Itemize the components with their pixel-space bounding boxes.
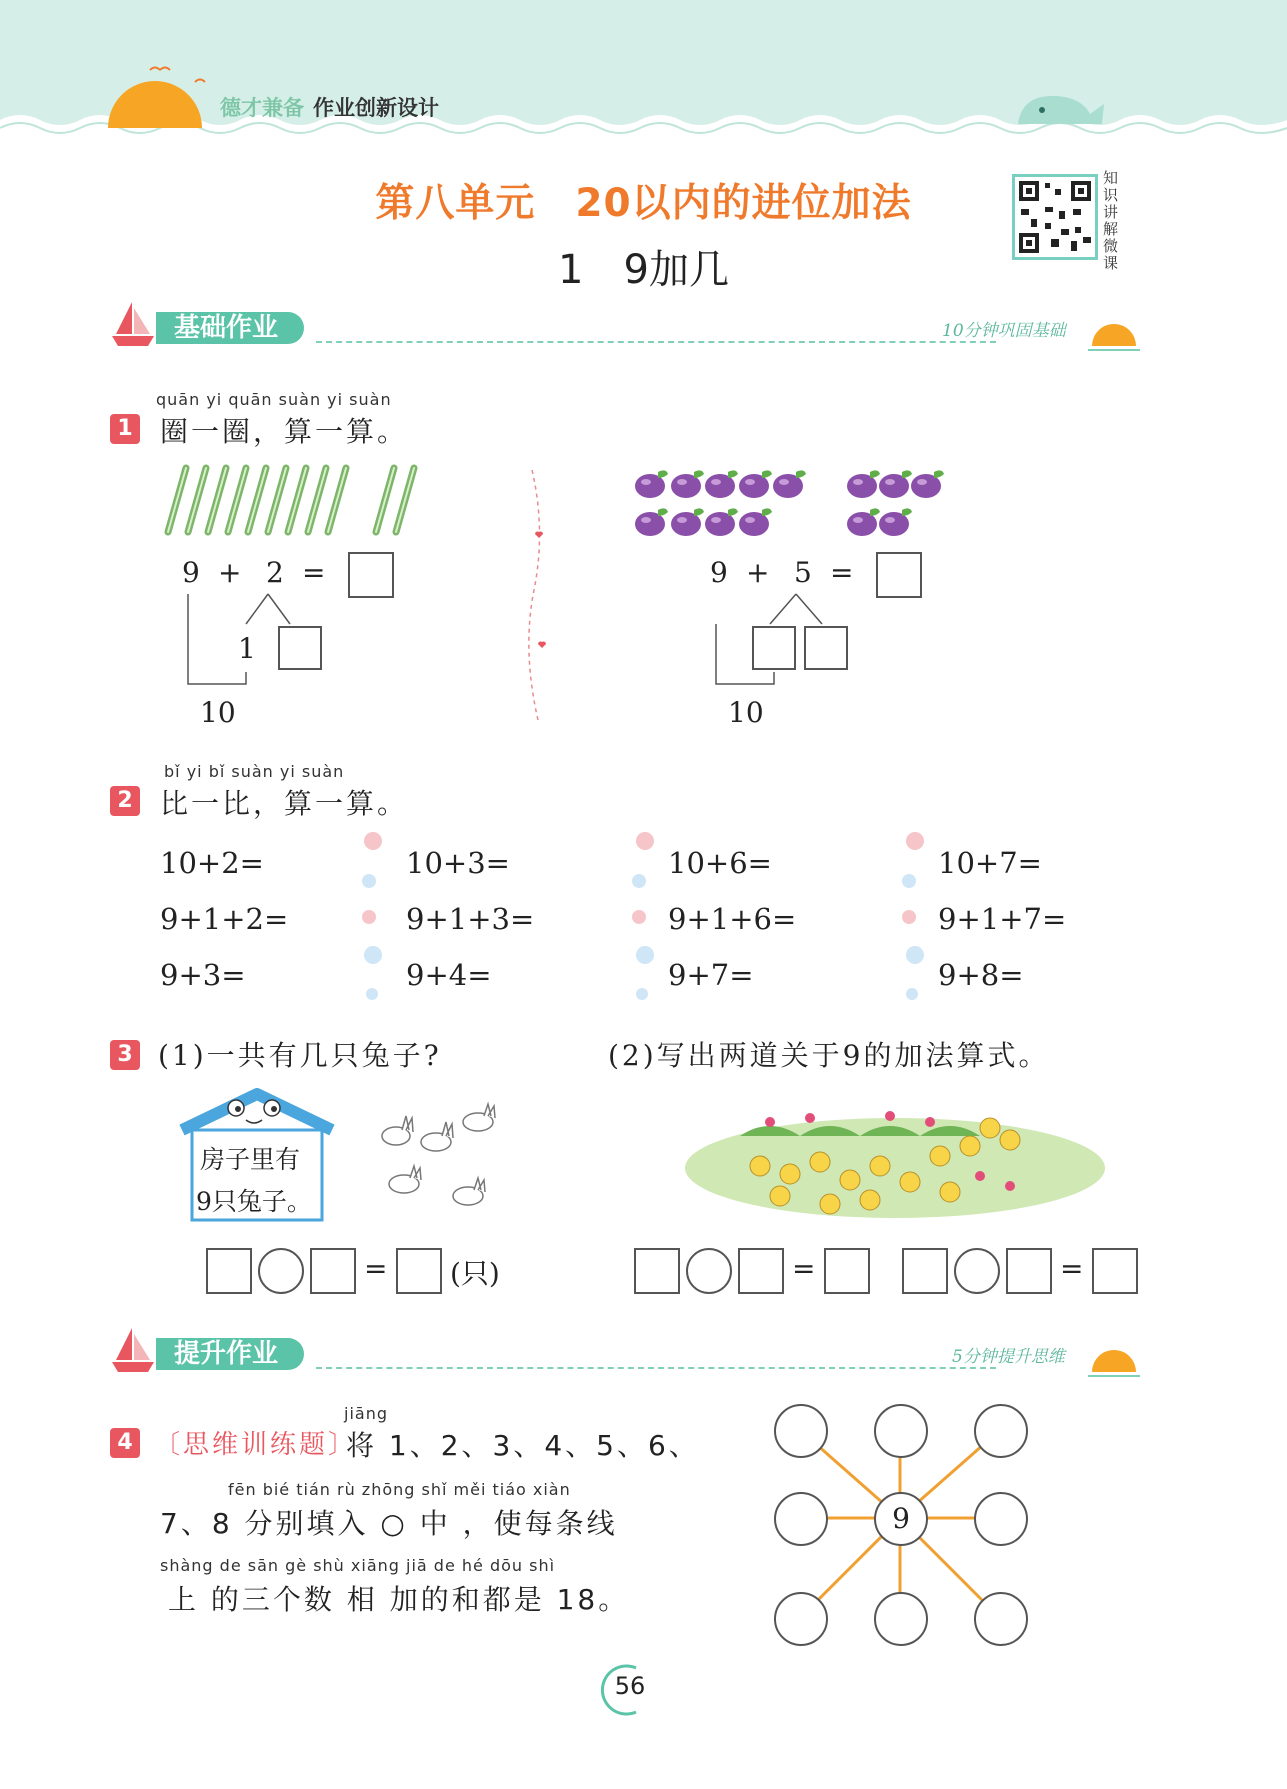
sun-small-icon <box>1086 318 1142 354</box>
decor-dot <box>366 988 378 1000</box>
q4-pinyin-3: shàng de sān gè shù xiāng jiā de hé dōu shì <box>160 1556 556 1575</box>
decor-dot <box>902 874 916 888</box>
star-circle-center: 9 <box>874 1492 928 1546</box>
decor-dot <box>906 832 924 850</box>
section-divider <box>316 341 996 343</box>
q1-number-badge: 1 <box>110 414 140 444</box>
q2-expr: 9+1+3= <box>406 902 535 936</box>
q2-expr: 9+1+7= <box>938 902 1067 936</box>
decor-dot <box>906 988 918 1000</box>
q3-2b-box-addend1[interactable] <box>902 1248 948 1294</box>
section-advanced-bar <box>66 1332 1156 1376</box>
chicks-garden-illustration <box>680 1096 1110 1226</box>
brand-green-text: 德才兼备 <box>220 96 304 120</box>
q3-2a-operator-circle[interactable] <box>686 1248 732 1294</box>
qr-code[interactable] <box>1012 174 1098 260</box>
q3-1-box-result[interactable] <box>396 1248 442 1294</box>
q1-left-equals: = <box>302 556 326 589</box>
decor-dot <box>636 832 654 850</box>
q2-instruction: 比一比，算一算。 <box>160 787 409 820</box>
star-circle-top-middle[interactable] <box>874 1404 928 1458</box>
q1-right-split-box-1[interactable] <box>752 626 796 670</box>
star-circle-bottom-left[interactable] <box>774 1592 828 1646</box>
section-divider <box>316 1367 996 1369</box>
q3-1-box-addend1[interactable] <box>206 1248 252 1294</box>
q3-2b-box-addend2[interactable] <box>1006 1248 1052 1294</box>
q4-pinyin-1: jiāng <box>344 1404 388 1423</box>
decor-dot <box>364 832 382 850</box>
qr-label: 知识讲解微课 <box>1103 169 1119 272</box>
q2-expr: 10+7= <box>938 846 1042 880</box>
q3-2b-operator-circle[interactable] <box>954 1248 1000 1294</box>
decor-dot <box>632 874 646 888</box>
q2-expr: 9+3= <box>160 958 246 992</box>
star-circle-top-right[interactable] <box>974 1404 1028 1458</box>
star-circle-middle-right[interactable] <box>974 1492 1028 1546</box>
qr-pattern-icon <box>1015 177 1095 257</box>
sticks-illustration <box>150 460 430 540</box>
star-circle-bottom-middle[interactable] <box>874 1592 928 1646</box>
q3-part1-text: (1)一共有几只兔子? <box>158 1039 442 1072</box>
eggplants-illustration <box>630 460 950 550</box>
unit-title: 第八单元 20以内的进位加法 <box>375 181 912 226</box>
page-number: 56 <box>614 1672 646 1700</box>
q4-line3: 上 的三个数 相 加的和都是 18。 <box>168 1583 630 1616</box>
q2-expr: 9+8= <box>938 958 1024 992</box>
decor-dot <box>636 946 654 964</box>
rabbits-illustration <box>368 1100 518 1220</box>
decor-dot <box>902 910 916 924</box>
q2-expr: 10+2= <box>160 846 264 880</box>
house-text-line1: 房子里有 <box>200 1145 301 1174</box>
house-text-line2: 9只兔子。 <box>196 1187 312 1216</box>
q3-1-operator-circle[interactable] <box>258 1248 304 1294</box>
q3-2a-box-addend1[interactable] <box>634 1248 680 1294</box>
q1-left-split-box[interactable] <box>278 626 322 670</box>
dotted-divider <box>520 470 550 720</box>
q3-2b-box-result[interactable] <box>1092 1248 1138 1294</box>
q2-expr: 9+4= <box>406 958 492 992</box>
q4-line1: 将 1、2、3、4、5、6、 <box>346 1429 700 1462</box>
q3-part2-text: (2)写出两道关于9的加法算式。 <box>608 1039 1050 1072</box>
q4-number-badge: 4 <box>110 1428 140 1458</box>
star-circle-top-left[interactable] <box>774 1404 828 1458</box>
section-advanced-label: 提升作业 <box>156 1338 304 1370</box>
boat-icon <box>110 298 156 348</box>
q1-pinyin: quān yi quān suàn yi suàn <box>156 390 392 409</box>
q4-tag: 〔思维训练题〕 <box>154 1430 358 1460</box>
q4-pinyin-2: fēn bié tián rù zhōng shǐ měi tiáo xiàn <box>228 1480 571 1499</box>
q1-right-ten: 10 <box>728 696 764 729</box>
q1-right-plus: + <box>746 556 770 589</box>
brand-black-text: 作业创新设计 <box>313 96 439 120</box>
q1-left-answer-box[interactable] <box>348 552 394 598</box>
decor-dot <box>362 874 376 888</box>
q1-right-addend2: 5 <box>794 556 812 589</box>
q3-1-box-addend2[interactable] <box>310 1248 356 1294</box>
q2-expr: 10+6= <box>668 846 772 880</box>
decor-dot <box>632 910 646 924</box>
q1-left-plus: + <box>218 556 242 589</box>
section-basic-bar <box>66 306 1156 350</box>
q2-expr: 9+7= <box>668 958 754 992</box>
lesson-title: 1 9加几 <box>558 247 729 293</box>
q1-right-answer-box[interactable] <box>876 552 922 598</box>
decor-dot <box>364 946 382 964</box>
section-advanced-note: 5分钟提升思维 <box>952 1347 1065 1367</box>
q2-pinyin: bǐ yi bǐ suàn yi suàn <box>164 762 345 781</box>
q2-expr: 9+1+6= <box>668 902 797 936</box>
q2-number-badge: 2 <box>110 786 140 816</box>
decor-dot <box>362 910 376 924</box>
q3-2a-box-result[interactable] <box>824 1248 870 1294</box>
q1-right-equals: = <box>830 556 854 589</box>
section-basic-label: 基础作业 <box>156 312 304 344</box>
q3-unit: (只) <box>450 1257 500 1290</box>
section-basic-note: 10分钟巩固基础 <box>942 321 1066 341</box>
q1-instruction: 圈一圈，算一算。 <box>160 415 409 448</box>
star-circle-bottom-right[interactable] <box>974 1592 1028 1646</box>
q1-right-addend1: 9 <box>710 556 728 589</box>
sun-small-icon <box>1086 1344 1142 1380</box>
q1-left-addend2: 2 <box>266 556 284 589</box>
q3-2a-box-addend2[interactable] <box>738 1248 784 1294</box>
star-circle-middle-left[interactable] <box>774 1492 828 1546</box>
q4-line2: 7、8 分别填入 ○ 中 ，使每条线 <box>160 1507 618 1540</box>
q3-2a-equals: = <box>792 1252 816 1285</box>
q1-left-addend1: 9 <box>182 556 200 589</box>
q3-2b-equals: = <box>1060 1252 1084 1285</box>
q3-number-badge: 3 <box>110 1040 140 1070</box>
decor-dot <box>636 988 648 1000</box>
q2-expr: 9+1+2= <box>160 902 289 936</box>
sun-icon <box>100 60 210 130</box>
q1-right-split-box-2[interactable] <box>804 626 848 670</box>
q1-left-ten: 10 <box>200 696 236 729</box>
q1-left-split-one: 1 <box>238 632 256 665</box>
boat-icon <box>110 1324 156 1374</box>
q2-expr: 10+3= <box>406 846 510 880</box>
whale-icon <box>1012 74 1112 130</box>
decor-dot <box>906 946 924 964</box>
q3-1-equals: = <box>364 1252 388 1285</box>
